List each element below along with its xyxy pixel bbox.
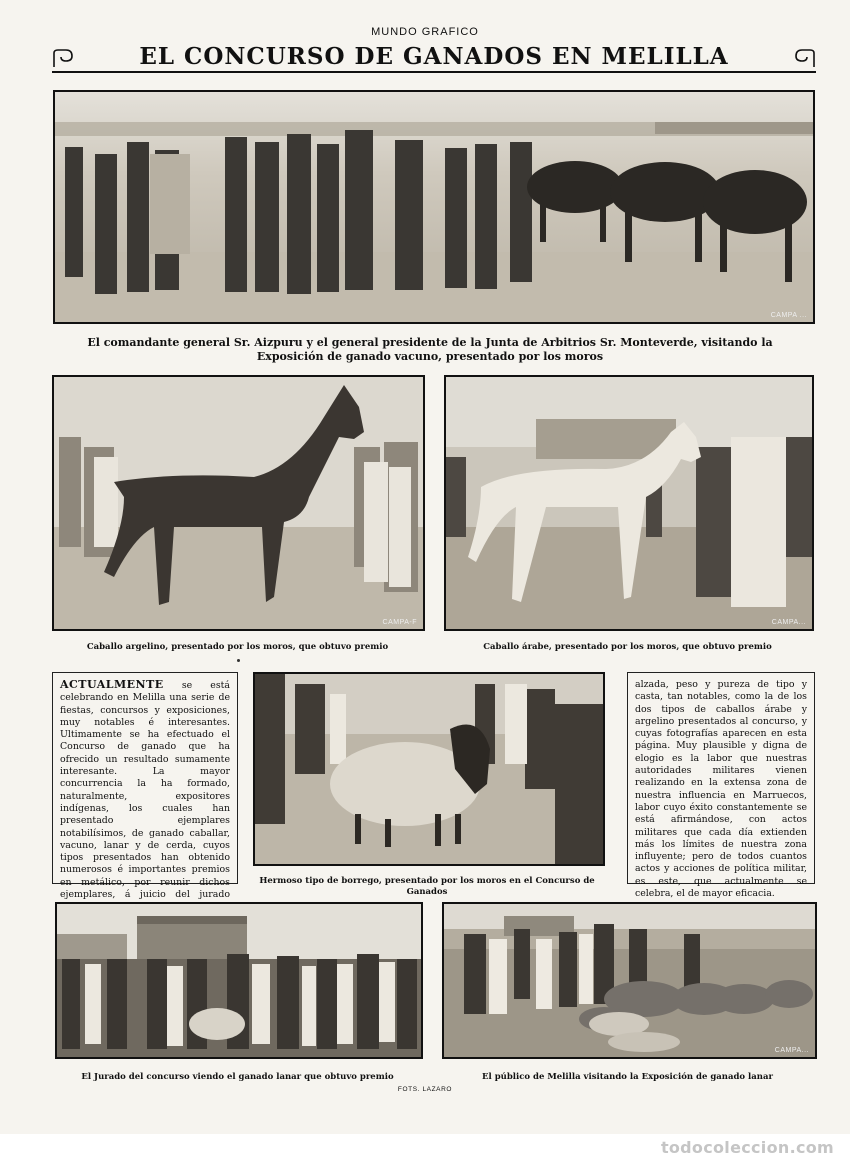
photo-public: [442, 902, 817, 1059]
photo-algerian-horse: [52, 375, 425, 631]
photo-credit: CAMPA ...: [770, 312, 807, 319]
photo-arab-horse: [444, 375, 814, 631]
article-left-body: se está celebrando en Melilla una serie de fiestas, concursos y exposiciones, muy notables é interesantes. Ultimamente se ha efectuado el Concurso de ganado que ha ofrecido un resultado sumamente interesante. La mayor concurrencia la ha formado, naturalmente, expositores indígenas, los cuales han presentado ejemplares notabilísimos, de ganado caballar, vacuno, lanar y de cerda, cuyos tipos presentados han obtenido numerosos é importantes premios en metálico, por reunir dichos ejemplares, á juicio del jurado: [60, 680, 231, 901]
photo-sheep: [253, 672, 605, 866]
caption-officers-cattle: El comandante general Sr. Aizpuru y el general presidente de la Junta de Arbitrios Sr. Monteverde, visitando la Exposición de ganado vacuno, presentado por los moros: [87, 336, 773, 363]
article-left-column: [52, 672, 238, 901]
title-bar: [52, 43, 816, 73]
article-right-text: alzada, peso y pureza de tipo y casta, tan notables, como la de los dos tipos de caballos árabe y argelino presentados al concurso, y cuyas fotografías aparecen en esta página. Muy plausible y digna de elogio es la labor que nuestras autoridades militares vienen realizando en la extensa zona de nuestra influencia en Marruecos, labor cuyo éxito constantemente se está afirmándose, con actos militares que cada día extienden más los límites de nuestra zona influyente; pero de todos cuantos actos y acciones de política militar, es este, que actualmente se celebra, el de mayor eficacia.: [635, 679, 807, 900]
photo-credit: CAMPA...: [774, 1047, 809, 1054]
masthead: MUNDO GRAFICO: [371, 26, 479, 38]
caption-jury: El Jurado del concurso viendo el ganado lanar que obtuvo premio: [81, 1072, 394, 1082]
photo-credits-line: FOTS. LAZARO: [397, 1086, 453, 1093]
photo-credit: CAMPA...: [771, 619, 806, 626]
photo-officers-cattle: [53, 90, 815, 324]
article-right-column: [627, 672, 815, 900]
watermark: todocoleccion.com: [660, 1138, 834, 1157]
photo-credit: CAMPA-F: [382, 619, 417, 626]
caption-sheep: Hermoso tipo de borrego, presentado por los moros en el Concurso de Ganados: [259, 876, 595, 897]
caption-algerian-horse: Caballo argelino, presentado por los moros, que obtuvo premio: [86, 642, 389, 652]
right-ornament-icon: [766, 49, 816, 69]
title-rule: [52, 71, 816, 73]
left-ornament-icon: [52, 49, 102, 69]
print-dot: [237, 659, 240, 662]
caption-arab-horse: Caballo árabe, presentado por los moros, que obtuvo premio: [483, 642, 772, 652]
page-title: EL CONCURSO DE GANADOS EN MELILLA: [139, 43, 729, 70]
article-left-text: [60, 679, 230, 926]
caption-public: El público de Melilla visitando la Exposición de ganado lanar: [482, 1072, 773, 1082]
photo-jury: [55, 902, 423, 1059]
article-dropcap: ACTUALMENTE: [60, 678, 164, 691]
